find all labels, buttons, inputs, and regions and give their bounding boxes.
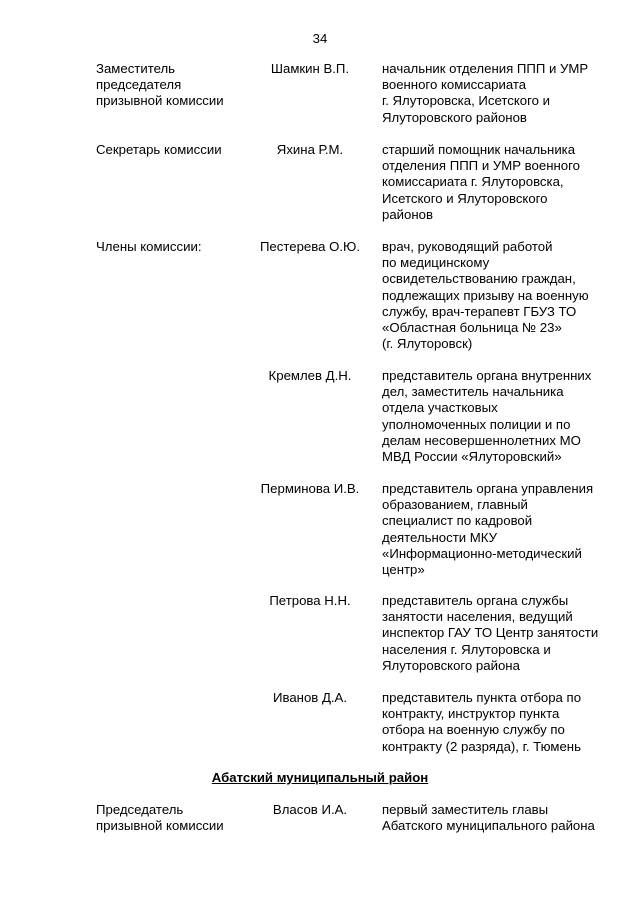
member-position-line: инспектор ГАУ ТО Центр занятости	[382, 625, 599, 641]
member-role-line: Заместитель	[96, 61, 176, 76]
member-role	[96, 142, 256, 158]
member-position-line: контракту (2 разряда), г. Тюмень	[382, 738, 581, 754]
member-position-line: специалист по кадровой	[382, 513, 533, 529]
member-position-line: МВД России «Ялуторовский»	[382, 449, 562, 465]
member-role-line: Члены комиссии:	[96, 239, 202, 254]
member-position-line: старший помощник начальника	[382, 142, 576, 157]
member-position-line: комиссариата г. Ялуторовска,	[382, 174, 564, 190]
member-name: Иванов Д.А.	[272, 690, 347, 705]
member-position-line: «Областная больница № 23»	[382, 320, 562, 336]
member-position	[382, 593, 622, 674]
member-position-line: представитель органа службы	[382, 593, 569, 608]
member-position	[382, 142, 622, 223]
member-role	[96, 802, 256, 834]
member-name: Петрова Н.Н.	[269, 593, 351, 608]
member-position-line: Исетского и Ялуторовского	[382, 190, 548, 206]
member-position-line: службу, врач-терапевт ГБУЗ ТО	[382, 303, 577, 319]
member-role-line: призывной комиссии	[96, 93, 224, 109]
member-position-line: представитель органа управления	[382, 481, 594, 496]
member-position-line: районов	[382, 206, 433, 222]
member-position	[382, 239, 622, 352]
member-position-line: первый заместитель главы	[382, 802, 549, 817]
member-role	[96, 239, 256, 255]
member-role	[96, 61, 256, 110]
member-position-line: делам несовершеннолетних МО	[382, 432, 581, 448]
member-position	[382, 481, 622, 578]
member-position-line: дел, заместитель начальника	[382, 384, 564, 400]
member-position-line: центр»	[382, 562, 425, 578]
member-position-line: освидетельствованию граждан,	[382, 271, 576, 287]
member-position-line: отбора на военную службу по	[382, 722, 565, 738]
member-position	[382, 690, 622, 755]
member-role-line: Секретарь комиссии	[96, 142, 222, 157]
member-position-line: уполномоченных полиции и по	[382, 416, 571, 432]
member-position-line: Абатского муниципального района	[382, 818, 595, 834]
member-position-line: отдела участковых	[382, 400, 498, 416]
member-position-line: начальник отделения ППП и УМР	[382, 61, 589, 76]
member-role-line: призывной комиссии	[96, 818, 224, 834]
member-role-line: Председатель	[96, 802, 184, 817]
member-position-line: Ялуторовского районов	[382, 109, 527, 125]
member-position-line: г. Ялуторовска, Исетского и	[382, 93, 550, 109]
member-name: Шамкин В.П.	[270, 61, 350, 76]
member-position	[382, 61, 622, 126]
member-position-line: подлежащих призыву на военную	[382, 287, 589, 303]
member-position-line: врач, руководящий работой	[382, 239, 553, 254]
section-heading: Абатский муниципальный район	[211, 770, 429, 785]
member-position-line: Ялуторовского района	[382, 657, 520, 673]
member-name: Пестерева О.Ю.	[259, 239, 361, 254]
member-position	[382, 802, 622, 834]
member-position-line: населения г. Ялуторовска и	[382, 641, 551, 657]
page-number: 34	[312, 31, 328, 46]
member-position-line: образованием, главный	[382, 497, 528, 513]
member-position-line: «Информационно-методический	[382, 545, 582, 561]
member-name: Кремлев Д.Н.	[268, 368, 352, 383]
member-position-line: контракту, инструктор пункта	[382, 706, 560, 722]
member-position-line: занятости населения, ведущий	[382, 609, 573, 625]
member-position-line: представитель органа внутренних	[382, 368, 592, 383]
member-position-line: отделения ППП и УМР военного	[382, 158, 580, 174]
member-position-line: деятельности МКУ	[382, 529, 497, 545]
member-position-line: представитель пункта отбора по	[382, 690, 582, 705]
member-position	[382, 368, 622, 465]
member-role-line: председателя	[96, 77, 182, 93]
member-position-line: по медицинскому	[382, 255, 490, 271]
member-position-line: военного комиссариата	[382, 77, 527, 93]
member-name: Власов И.А.	[272, 802, 348, 817]
member-name: Яхина Р.М.	[276, 142, 344, 157]
member-position-line: (г. Ялуторовск)	[382, 336, 473, 352]
member-name: Перминова И.В.	[260, 481, 360, 496]
